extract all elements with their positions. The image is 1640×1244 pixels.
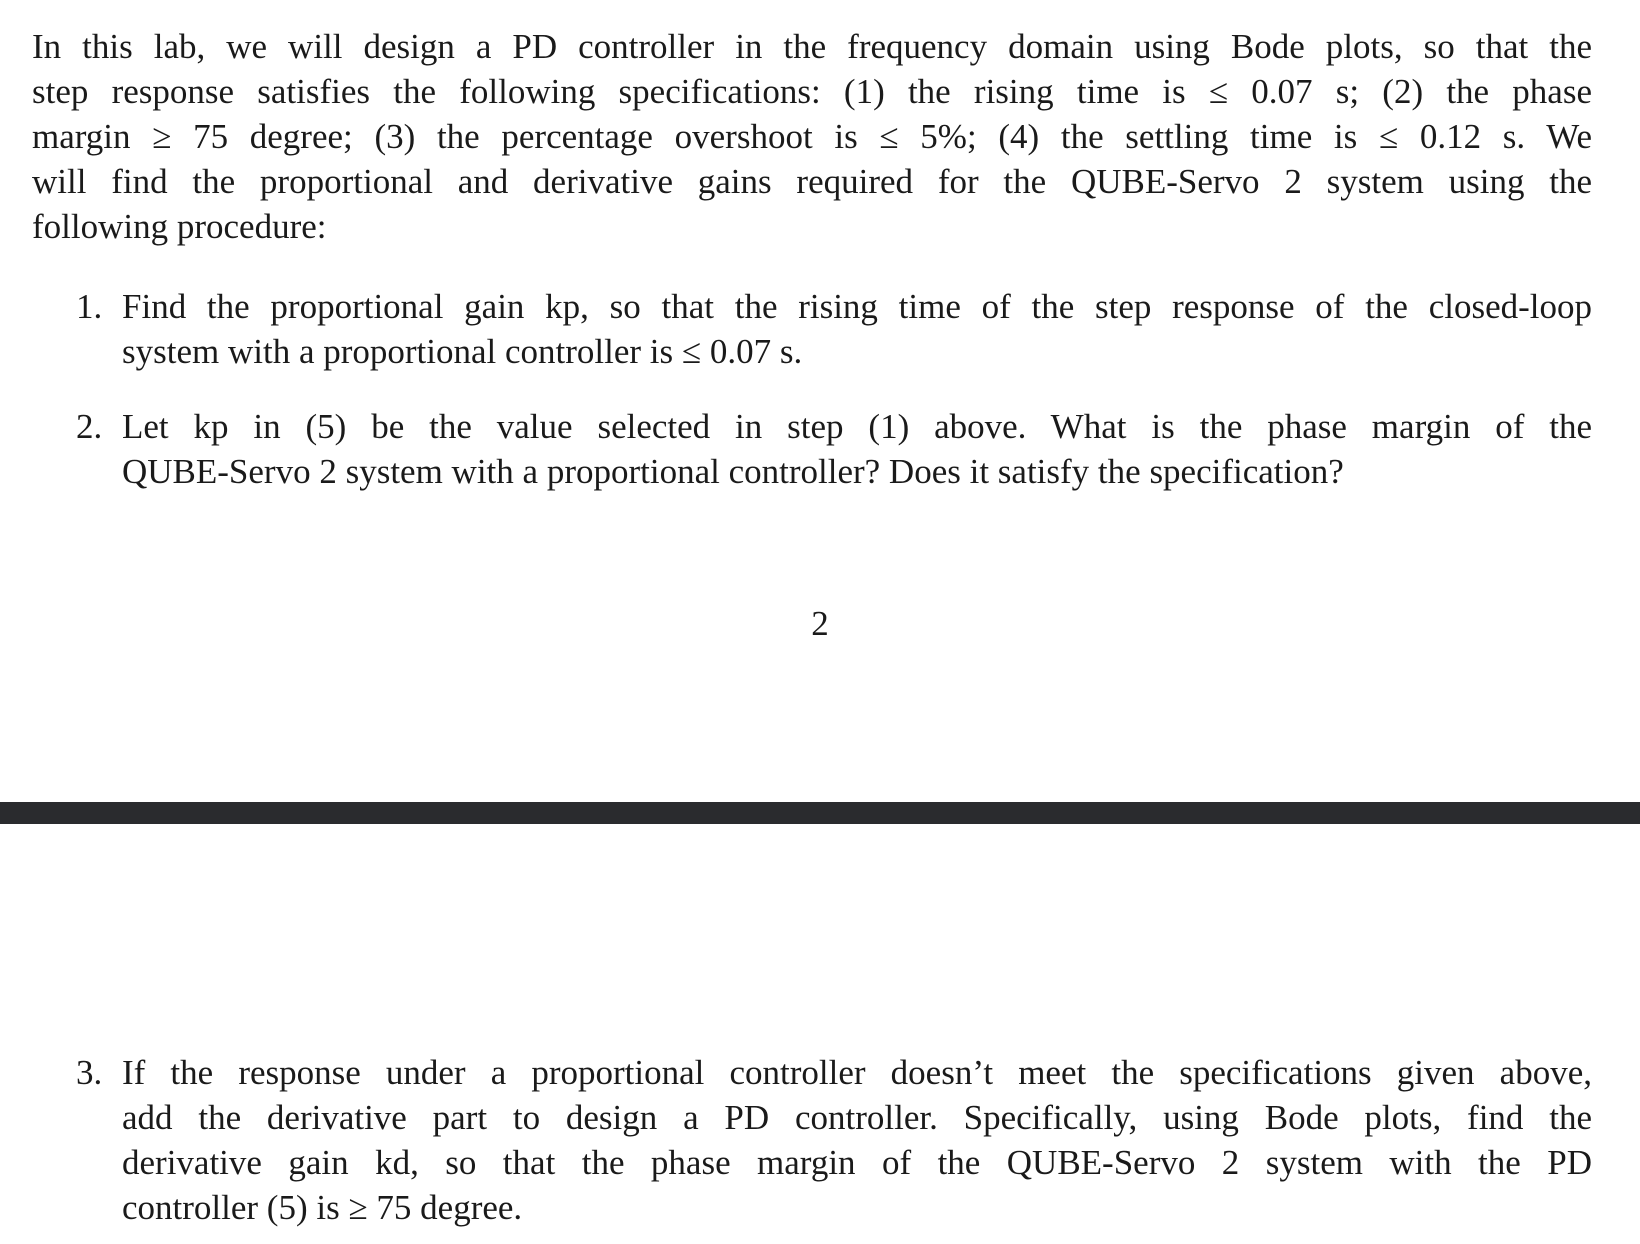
step-line: controller (5) is ≥ 75 degree.	[122, 1188, 523, 1227]
page-divider	[0, 802, 1640, 824]
step-line: system with a proportional controller is ≤ 0.07 s.	[122, 332, 803, 371]
step-line: add the derivative part to design a PD controller. Specifically, using Bode plots, find the	[122, 1098, 1592, 1137]
step-line: Find the proportional gain kp, so that the rising time of the step response of the closed-loop	[122, 287, 1592, 326]
step-line: If the response under a proportional controller doesn’t meet the specifications given above,	[122, 1053, 1592, 1092]
step-line: derivative gain kd, so that the phase margin of the QUBE-Servo 2 system with the PD	[122, 1143, 1592, 1182]
step-line: QUBE-Servo 2 system with a proportional controller? Does it satisfy the specification?	[122, 452, 1344, 491]
intro-line: will find the proportional and derivative gains required for the QUBE-Servo 2 system using the	[32, 162, 1592, 201]
intro-line: following procedure:	[32, 207, 327, 246]
step-number: 1.	[76, 287, 103, 326]
step-number: 2.	[76, 407, 103, 446]
step-line: Let kp in (5) be the value selected in step (1) above. What is the phase margin of the	[122, 407, 1592, 446]
intro-line: In this lab, we will design a PD controller in the frequency domain using Bode plots, so that the	[32, 27, 1592, 66]
page-bottom	[0, 822, 1640, 1244]
intro-line: step response satisfies the following specifications: (1) the rising time is ≤ 0.07 s; (2) the phase	[32, 72, 1592, 111]
intro-line: margin ≥ 75 degree; (3) the percentage overshoot is ≤ 5%; (4) the settling time is ≤ 0.12 s. We	[32, 117, 1592, 156]
page-number: 2	[811, 604, 829, 643]
step-number: 3.	[76, 1053, 103, 1092]
intro-paragraph	[32, 24, 1592, 249]
